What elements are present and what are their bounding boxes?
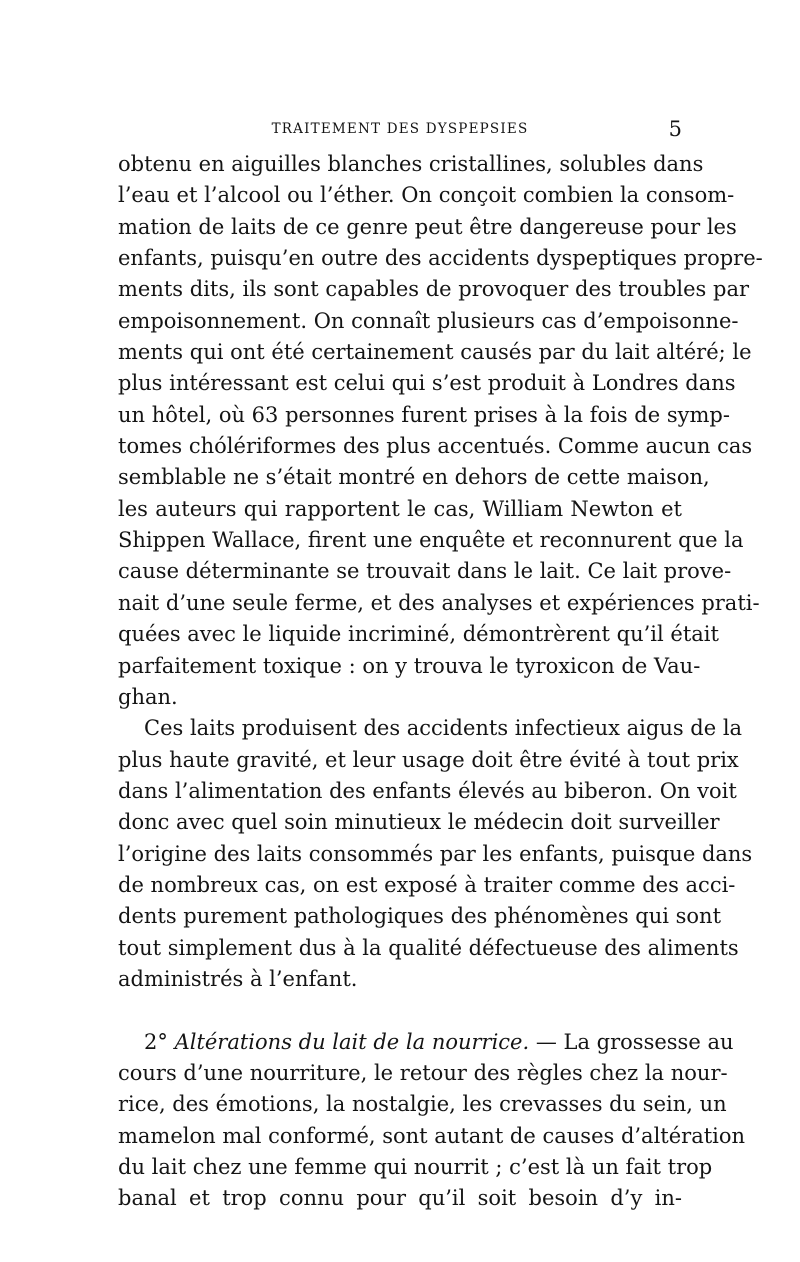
text-line: tomes chólériformes des plus accentués. Comme aucun cas (118, 434, 753, 459)
text-line: mamelon mal conformé, sont autant de causes d’altération (118, 1123, 746, 1148)
text-line: rice, des émotions, la nostalgie, les crevasses du sein, un (118, 1092, 727, 1117)
text-line: cause déterminante se trouvait dans le lait. Ce lait prove- (118, 559, 732, 584)
text-line: donc avec quel soin minutieux le médecin doit surveiller (118, 810, 720, 835)
text-line: — La grossesse au (535, 1029, 734, 1054)
text-line: semblable ne s’était montré en dehors de cette maison, (118, 465, 710, 490)
text-line: Ces laits produisent des accidents infectieux aigus de la (144, 716, 743, 741)
text-line: plus haute gravité, et leur usage doit être évité à tout prix (118, 747, 739, 772)
text-line: dents purement pathologiques des phénomènes qui sont (118, 904, 722, 929)
text-line: de nombreux cas, on est exposé à traiter comme des acci- (118, 872, 736, 897)
text-line: dans l’alimentation des enfants élevés au biberon. On voit (118, 778, 737, 803)
text-line: les auteurs qui rapportent le cas, William Newton et (118, 496, 682, 521)
text-line: l’origine des laits consommés par les enfants, puisque dans (118, 841, 753, 866)
text-line: du lait chez une femme qui nourrit ; c’est là un fait trop (118, 1155, 713, 1179)
text-line: ments qui ont été certainement causés par du lait altéré; le (118, 340, 752, 365)
body-text (118, 149, 763, 1215)
page-number: 5 (668, 117, 682, 141)
text-line: l’eau et l’alcool ou l’éther. On conçoit combien la consom- (118, 183, 735, 208)
text-line: nait d’une seule ferme, et des analyses et expériences prati- (118, 590, 760, 615)
text-line: tout simplement dus à la qualité défectueuse des aliments (118, 935, 739, 960)
text-line: Shippen Wallace, firent une enquête et reconnurent que la (118, 528, 744, 553)
text-line: plus intéressant est celui qui s’est produit à Londres dans (118, 371, 736, 396)
text-line: ments dits, ils sont capables de provoquer des troubles par (118, 277, 750, 302)
text-line: banal et trop connu pour qu’il soit besoin d’y in- (118, 1186, 682, 1211)
section-heading-line (118, 1027, 734, 1058)
section-heading: Altérations du lait de la nourrice. (174, 1029, 530, 1054)
text-line: mation de laits de ce genre peut être dangereuse pour les (118, 214, 737, 239)
text-line: enfants, puisqu’en outre des accidents dyspeptiques propre- (118, 246, 763, 271)
running-head (118, 117, 682, 141)
text-line: ghan. (118, 684, 178, 709)
text-line: obtenu en aiguilles blanches cristallines, solubles dans (118, 152, 704, 176)
paragraph-gap (118, 995, 682, 1026)
text-line: administrés à l’enfant. (118, 966, 358, 991)
section-number: 2° (144, 1029, 168, 1054)
header-title: TRAITEMENT DES DYSPEPSIES (271, 121, 529, 137)
text-line: empoisonnement. On connaît plusieurs cas d’empoisonne- (118, 308, 739, 333)
text-line: un hôtel, où 63 personnes furent prises à la fois de symp- (118, 402, 730, 427)
text-line: cours d’une nourriture, le retour des règles chez la nour- (118, 1060, 728, 1085)
text-line: parfaitement toxique : on y trouva le tyroxicon de Vau- (118, 653, 701, 678)
text-line: quées avec le liquide incriminé, démontrèrent qu’il était (118, 622, 719, 647)
